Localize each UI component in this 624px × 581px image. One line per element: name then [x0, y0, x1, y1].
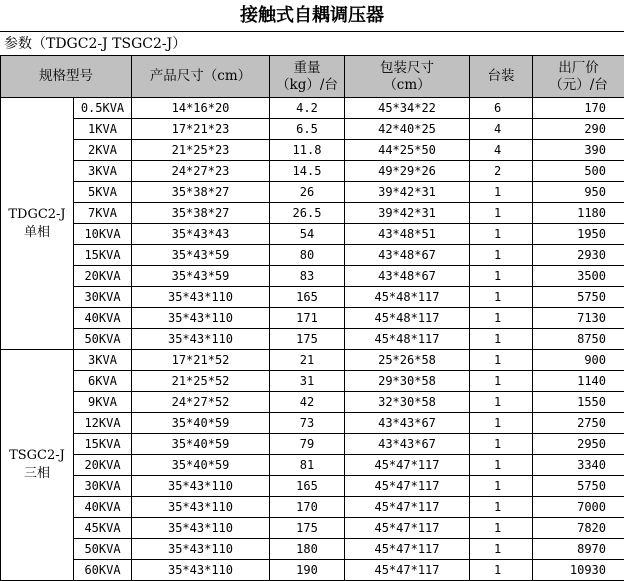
cell-product-size: 35*40*59 — [132, 434, 270, 455]
cell-qty: 1 — [470, 560, 533, 581]
table-row — [1, 140, 624, 161]
table-row — [1, 224, 624, 245]
table-row — [1, 371, 624, 392]
table-row — [1, 434, 624, 455]
cell-price: 8750 — [533, 329, 624, 350]
cell-capacity: 60KVA — [74, 560, 132, 581]
cell-qty: 6 — [470, 98, 533, 119]
cell-capacity: 50KVA — [74, 329, 132, 350]
group-label-model: TDGC2-J — [8, 206, 66, 222]
cell-qty: 1 — [470, 308, 533, 329]
cell-price: 7820 — [533, 518, 624, 539]
header-size: 产品尺寸（cm） — [132, 56, 270, 98]
cell-capacity: 20KVA — [74, 455, 132, 476]
cell-product-size: 35*43*110 — [132, 287, 270, 308]
cell-pack-size: 32*30*58 — [345, 392, 470, 413]
cell-product-size: 24*27*52 — [132, 392, 270, 413]
cell-weight: 175 — [270, 518, 345, 539]
table-row — [1, 392, 624, 413]
header-price-line2: （元）/台 — [549, 76, 608, 93]
cell-capacity: 6KVA — [74, 371, 132, 392]
cell-weight: 14.5 — [270, 161, 345, 182]
cell-product-size: 35*40*59 — [132, 455, 270, 476]
cell-weight: 73 — [270, 413, 345, 434]
cell-qty: 1 — [470, 392, 533, 413]
cell-price: 2950 — [533, 434, 624, 455]
cell-product-size: 35*43*59 — [132, 245, 270, 266]
header-weight-line1: 重量 — [293, 59, 321, 76]
cell-price: 1950 — [533, 224, 624, 245]
cell-price: 290 — [533, 119, 624, 140]
cell-pack-size: 39*42*31 — [345, 203, 470, 224]
cell-weight: 190 — [270, 560, 345, 581]
cell-pack-size: 44*25*50 — [345, 140, 470, 161]
cell-price: 7130 — [533, 308, 624, 329]
cell-pack-size: 49*29*26 — [345, 161, 470, 182]
cell-product-size: 35*43*110 — [132, 329, 270, 350]
cell-product-size: 17*21*23 — [132, 119, 270, 140]
cell-price: 1180 — [533, 203, 624, 224]
spec-table — [0, 55, 624, 581]
cell-capacity: 45KVA — [74, 518, 132, 539]
cell-pack-size: 39*42*31 — [345, 182, 470, 203]
table-row — [1, 518, 624, 539]
cell-price: 5750 — [533, 287, 624, 308]
cell-qty: 2 — [470, 161, 533, 182]
table-row — [1, 476, 624, 497]
table-row — [1, 308, 624, 329]
cell-capacity: 3KVA — [74, 350, 132, 371]
cell-weight: 81 — [270, 455, 345, 476]
cell-qty: 1 — [470, 476, 533, 497]
cell-price: 1140 — [533, 371, 624, 392]
cell-pack-size: 45*48*117 — [345, 329, 470, 350]
header-price-line1: 出厂价 — [558, 59, 599, 76]
cell-pack-size: 42*40*25 — [345, 119, 470, 140]
table-row — [1, 182, 624, 203]
cell-price: 900 — [533, 350, 624, 371]
cell-qty: 4 — [470, 140, 533, 161]
cell-weight: 165 — [270, 287, 345, 308]
cell-weight: 26.5 — [270, 203, 345, 224]
cell-qty: 1 — [470, 539, 533, 560]
cell-pack-size: 45*47*117 — [345, 476, 470, 497]
cell-capacity: 30KVA — [74, 476, 132, 497]
table-body — [1, 98, 624, 581]
cell-weight: 175 — [270, 329, 345, 350]
table-row — [1, 350, 624, 371]
table-row — [1, 161, 624, 182]
cell-qty: 1 — [470, 203, 533, 224]
cell-weight: 165 — [270, 476, 345, 497]
cell-weight: 54 — [270, 224, 345, 245]
cell-pack-size: 45*34*22 — [345, 98, 470, 119]
cell-weight: 21 — [270, 350, 345, 371]
cell-capacity: 3KVA — [74, 161, 132, 182]
cell-capacity: 5KVA — [74, 182, 132, 203]
cell-pack-size: 45*48*117 — [345, 308, 470, 329]
cell-pack-size: 45*47*117 — [345, 518, 470, 539]
group-label — [1, 350, 74, 581]
cell-qty: 1 — [470, 182, 533, 203]
header-weight-line2: （kg）/台 — [276, 76, 338, 93]
cell-qty: 1 — [470, 371, 533, 392]
table-row — [1, 560, 624, 581]
cell-qty: 1 — [470, 224, 533, 245]
cell-qty: 1 — [470, 350, 533, 371]
cell-qty: 1 — [470, 266, 533, 287]
cell-weight: 6.5 — [270, 119, 345, 140]
cell-pack-size: 43*48*67 — [345, 266, 470, 287]
cell-capacity: 1KVA — [74, 119, 132, 140]
cell-weight: 180 — [270, 539, 345, 560]
cell-weight: 4.2 — [270, 98, 345, 119]
header-pack-line1: 包装尺寸 — [380, 59, 434, 76]
header-qty: 台装 — [470, 56, 533, 98]
cell-pack-size: 45*48*117 — [345, 287, 470, 308]
cell-capacity: 40KVA — [74, 497, 132, 518]
header-pack-line2: （cm） — [383, 76, 431, 93]
cell-qty: 1 — [470, 497, 533, 518]
cell-pack-size: 25*26*58 — [345, 350, 470, 371]
cell-product-size: 35*38*27 — [132, 182, 270, 203]
cell-product-size: 35*43*110 — [132, 308, 270, 329]
group-label-phase: 单相 — [23, 224, 50, 240]
cell-price: 950 — [533, 182, 624, 203]
cell-capacity: 9KVA — [74, 392, 132, 413]
cell-capacity: 15KVA — [74, 245, 132, 266]
document-title: 接触式自耦调压器 — [240, 5, 384, 26]
cell-product-size: 35*43*59 — [132, 266, 270, 287]
cell-product-size: 35*40*59 — [132, 413, 270, 434]
table-row — [1, 413, 624, 434]
cell-qty: 1 — [470, 287, 533, 308]
header-pack-size — [345, 56, 470, 98]
table-row — [1, 203, 624, 224]
cell-qty: 1 — [470, 245, 533, 266]
cell-product-size: 35*43*110 — [132, 518, 270, 539]
header-price — [533, 56, 624, 98]
cell-product-size: 14*16*20 — [132, 98, 270, 119]
cell-price: 3340 — [533, 455, 624, 476]
cell-weight: 80 — [270, 245, 345, 266]
cell-pack-size: 45*47*117 — [345, 455, 470, 476]
cell-weight: 42 — [270, 392, 345, 413]
cell-qty: 1 — [470, 455, 533, 476]
cell-capacity: 50KVA — [74, 539, 132, 560]
group-label — [1, 98, 74, 350]
table-row — [1, 497, 624, 518]
table-row — [1, 539, 624, 560]
cell-product-size: 24*27*23 — [132, 161, 270, 182]
table-row — [1, 287, 624, 308]
cell-product-size: 35*43*110 — [132, 497, 270, 518]
cell-qty: 1 — [470, 413, 533, 434]
cell-price: 5750 — [533, 476, 624, 497]
table-row — [1, 245, 624, 266]
cell-capacity: 15KVA — [74, 434, 132, 455]
cell-capacity: 0.5KVA — [74, 98, 132, 119]
cell-pack-size: 43*48*51 — [345, 224, 470, 245]
cell-product-size: 17*21*52 — [132, 350, 270, 371]
cell-price: 390 — [533, 140, 624, 161]
cell-pack-size: 45*47*117 — [345, 497, 470, 518]
cell-capacity: 20KVA — [74, 266, 132, 287]
cell-product-size: 21*25*52 — [132, 371, 270, 392]
cell-price: 2750 — [533, 413, 624, 434]
table-row — [1, 98, 624, 119]
group-label-phase: 三相 — [23, 466, 50, 481]
params-line: 参数（TDGC2-J TSGC2-J） — [0, 31, 624, 55]
cell-product-size: 35*38*27 — [132, 203, 270, 224]
cell-price: 7000 — [533, 497, 624, 518]
cell-qty: 1 — [470, 518, 533, 539]
cell-product-size: 35*43*110 — [132, 539, 270, 560]
group-label-model: TSGC2-J — [9, 448, 65, 463]
cell-capacity: 30KVA — [74, 287, 132, 308]
table-row — [1, 455, 624, 476]
cell-pack-size: 43*48*67 — [345, 245, 470, 266]
cell-capacity: 10KVA — [74, 224, 132, 245]
cell-price: 170 — [533, 98, 624, 119]
cell-pack-size: 43*43*67 — [345, 413, 470, 434]
cell-product-size: 35*43*110 — [132, 476, 270, 497]
cell-pack-size: 43*43*67 — [345, 434, 470, 455]
cell-qty: 4 — [470, 119, 533, 140]
cell-price: 2930 — [533, 245, 624, 266]
cell-pack-size: 45*47*117 — [345, 539, 470, 560]
cell-weight: 79 — [270, 434, 345, 455]
cell-product-size: 35*43*43 — [132, 224, 270, 245]
table-row — [1, 119, 624, 140]
cell-qty: 1 — [470, 434, 533, 455]
cell-weight: 31 — [270, 371, 345, 392]
cell-pack-size: 45*47*117 — [345, 560, 470, 581]
header-model: 规格型号 — [1, 56, 132, 98]
header-weight — [270, 56, 345, 98]
cell-capacity: 7KVA — [74, 203, 132, 224]
cell-product-size: 35*43*110 — [132, 560, 270, 581]
cell-weight: 170 — [270, 497, 345, 518]
cell-price: 8970 — [533, 539, 624, 560]
cell-capacity: 40KVA — [74, 308, 132, 329]
cell-price: 3500 — [533, 266, 624, 287]
table-row — [1, 266, 624, 287]
cell-weight: 171 — [270, 308, 345, 329]
cell-price: 500 — [533, 161, 624, 182]
cell-weight: 83 — [270, 266, 345, 287]
cell-price: 1550 — [533, 392, 624, 413]
cell-product-size: 21*25*23 — [132, 140, 270, 161]
table-row — [1, 329, 624, 350]
cell-weight: 26 — [270, 182, 345, 203]
cell-qty: 1 — [470, 329, 533, 350]
table-header — [1, 56, 624, 98]
cell-capacity: 2KVA — [74, 140, 132, 161]
cell-capacity: 12KVA — [74, 413, 132, 434]
cell-pack-size: 29*30*58 — [345, 371, 470, 392]
cell-price: 10930 — [533, 560, 624, 581]
cell-weight: 11.8 — [270, 140, 345, 161]
